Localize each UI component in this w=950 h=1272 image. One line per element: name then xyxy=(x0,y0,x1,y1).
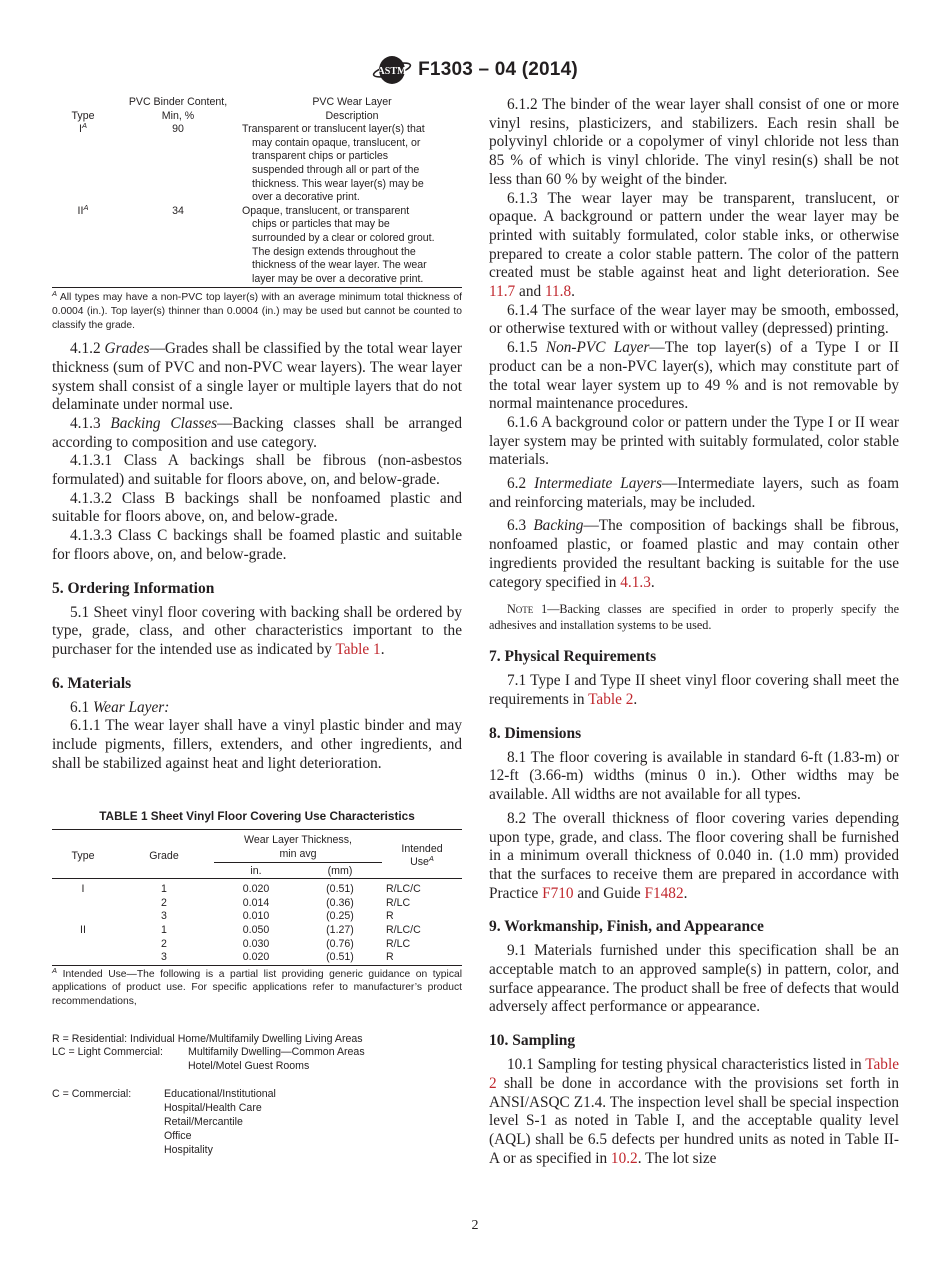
legend-residential: R = Residential: Individual Home/Multifamily Dwelling Living Areas xyxy=(52,1032,363,1045)
header-use-1: Intended xyxy=(401,842,443,855)
para-10-1: 10.1 Sampling for testing physical characteristics listed in Table 2 shall be done in accordance with the provisions set forth in ANSI/ASQC Z1.4. The inspection level shall be special inspection level S-1 as noted in Table I, and the acceptable quality level (AQL) shall be 6.5 defects per hundred units as noted in Table II-A or as specified in 10.2. The lot size xyxy=(489,1056,899,1167)
para-4-1-3-1: 4.1.3.1 Class A backings shall be fibrous (non-asbestos formulated) and suitable for floors above, on, and below-grade. xyxy=(52,452,462,489)
section-7-heading: 7. Physical Requirements xyxy=(489,648,657,666)
table-row: I 1 0.020 (0.51) R/LC/C xyxy=(81,883,421,896)
section-8-heading: 8. Dimensions xyxy=(489,724,582,742)
description-line: over a decorative print. xyxy=(252,191,360,204)
page-number: 2 xyxy=(471,1218,479,1233)
para-6-1-2: 6.1.2 The binder of the wear layer shall consist of one or more vinyl resins, plasticizers, and stabilizers. Each resin shall be polyvinyl chloride or a copolymer of vinyl chloride not less than 85 % of which is vinyl chloride. The vinyl resin(s) shall be not less than 60 % by weight of the binder. xyxy=(489,96,899,188)
para-6-1-1: 6.1.1 The wear layer shall have a vinyl plastic binder and may include pigments, fillers, extenders, and other ingredients, and shall be stabilized against heat and light deterioration. xyxy=(52,717,462,772)
table-row: 2 0.014 (0.36) R/LC xyxy=(161,896,411,909)
para-8-2: 8.2 The overall thickness of floor covering varies depending upon type, grade, and class. The floor covering shall be furnished in a minimum overall thickness of 0.040 in. (1.0 mm) provided that the surfaces to receive them are prepared in accordance with Practice F710 and Guide F1482. xyxy=(489,809,899,902)
document-designation: F1303 – 04 (2014) xyxy=(418,59,578,80)
para-4-1-2: 4.1.2 Grades—Grades shall be classified by the total wear layer thickness (sum of PVC and non-PVC wear layers). The wear layer system shall consist of a single layer or multiple layers that do not delaminate under normal use. xyxy=(52,340,463,414)
wear-layer-type-table xyxy=(52,96,462,332)
binder-value: 34 xyxy=(172,204,184,217)
description-line: Transparent or translucent layer(s) that xyxy=(242,123,425,136)
section-11-7-link[interactable]: 11.7 xyxy=(489,283,516,301)
header-binder-1: PVC Binder Content, xyxy=(128,96,228,108)
para-4-1-3: 4.1.3 Backing Classes—Backing classes shall be arranged according to composition and use category. xyxy=(52,414,462,451)
type-table-footnote: $^A$ All types may have a non-PVC top layer(s) with an average minimum total thickness of 0.0004 (in.). Top layer(s) thinner than 0.0004 (in.) may be used but cannot be counted to classify the grade. xyxy=(52,289,462,331)
description-line: The design extends throughout the xyxy=(252,245,416,258)
section-10-heading: 10. Sampling xyxy=(489,1032,576,1050)
header-type: Type xyxy=(71,109,95,122)
para-6-3: 6.3 Backing—The composition of backings shall be fibrous, nonfoamed plastic, or foamed plastic and may contain other ingredients provided the resultant backing is suitable for the use category specified in 4.1.3. xyxy=(489,517,899,591)
type-table-header xyxy=(52,96,462,123)
header-mm: (mm) xyxy=(327,864,353,877)
table-row: 3 0.020 (0.51) R xyxy=(161,951,394,964)
legend-light-commercial: LC = Light Commercial: Multifamily Dwelling—Common Areas Hotel/Motel Guest Rooms xyxy=(52,1046,365,1073)
table-rule xyxy=(52,287,462,288)
table-1-header: Type Grade Wear Layer Thickness, min avg Intended Use$^A$ xyxy=(52,834,462,862)
description-line: chips or particles that may be xyxy=(252,218,390,231)
astm-logo-icon xyxy=(372,54,412,86)
table-1 xyxy=(52,829,462,967)
description-line: suspended through all or part of the xyxy=(252,163,420,176)
description-line: surrounded by a clear or colored grout. xyxy=(252,231,435,244)
table-2-link[interactable]: Table 2 xyxy=(588,690,634,708)
header-grade: Grade xyxy=(149,849,179,862)
header-in: in. xyxy=(250,864,262,877)
para-4-1-3-3: 4.1.3.3 Class C backings shall be foamed plastic and suitable for floors above, on, and below-grade. xyxy=(52,527,462,563)
para-9-1: 9.1 Materials furnished under this specification shall be an acceptable match to an approved sample(s) in pattern, color, and surface appearance. The product shall be free of defects that would adversely affect performance or appearance. xyxy=(489,942,899,1016)
f710-link[interactable]: F710 xyxy=(542,884,574,902)
para-7-1: 7.1 Type I and Type II sheet vinyl floor covering shall meet the requirements in Table 2. xyxy=(489,672,899,708)
header-desc-2: Description xyxy=(325,109,379,122)
description-line: thickness of the wear layer. The wear xyxy=(252,259,427,272)
table-row: II 1 0.050 (1.27) R/LC/C xyxy=(80,924,421,937)
section-9-heading: 9. Workmanship, Finish, and Appearance xyxy=(489,918,764,936)
para-6-1-6: 6.1.6 A background color or pattern under the Type I or II wear layer system may be printed with suitably formulated, color stable materials. xyxy=(489,413,899,469)
section-4-1-3-link[interactable]: 4.1.3 xyxy=(620,573,651,591)
section-10-2-link[interactable]: 10.2 xyxy=(610,1149,638,1167)
header-thickness-2: min avg xyxy=(279,848,317,861)
para-6-1-4: 6.1.4 The surface of the wear layer may be smooth, embossed, or otherwise textured with or without valley (depressed) printing. xyxy=(489,301,899,338)
description-line: may contain opaque, translucent, or xyxy=(252,136,421,149)
binder-value: 90 xyxy=(172,123,184,136)
header-type: Type xyxy=(71,849,95,862)
description-line: transparent chips or particles xyxy=(252,150,389,163)
legend-commercial: C = Commercial: Educational/Institutional Hospital/Health Care Retail/Mercantile Office Hospitality xyxy=(52,1088,276,1156)
para-6-1-3: 6.1.3 The wear layer may be transparent, translucent, or opaque. A background or pattern under the wear layer may be printed with suitably formulated, color stable inks, or otherwise prepared to create a color stable pattern. The color of the pattern created must be stable against heat and light deterioration. See 11.7 and 11.8. xyxy=(489,189,899,301)
footnote-mark: A xyxy=(83,202,89,212)
right-column xyxy=(489,96,899,1168)
table-1-footnote: $^A$ Intended Use—The following is a partial list providing generic guidance on typical applications of product use. For specific applications refer to manufacturer’s product recommendations, xyxy=(52,965,462,1007)
header-binder-2: Min, % xyxy=(161,109,195,122)
svg-text:ASTM: ASTM xyxy=(377,66,407,77)
table-row: 2 0.030 (0.76) R/LC xyxy=(161,937,411,950)
section-5-heading: 5. Ordering Information xyxy=(52,579,215,597)
para-4-1-3-2: 4.1.3.2 Class B backings shall be nonfoamed plastic and suitable for floors above, on, and below-grade. xyxy=(52,489,462,526)
table-row xyxy=(52,202,462,287)
note-1: Note 1—Backing classes are specified in order to properly specify the adhesives and installation systems to be used. xyxy=(489,602,900,632)
header-thickness-1: Wear Layer Thickness, xyxy=(244,834,352,847)
page-header xyxy=(0,54,950,86)
header-use-2: Use xyxy=(410,856,429,869)
table-1-title: TABLE 1 Sheet Vinyl Floor Covering Use Characteristics xyxy=(99,809,415,824)
f1482-link[interactable]: F1482 xyxy=(644,884,684,902)
header-desc-1: PVC Wear Layer xyxy=(312,96,392,108)
section-11-8-link[interactable]: 11.8 xyxy=(544,283,572,301)
table-1-link[interactable]: Table 1 xyxy=(335,640,381,658)
para-8-1: 8.1 The floor covering is available in standard 6-ft (1.83-m) or 12-ft (3.66-m) widths (minus 0 in.). Other widths may be available. All widths are not available for all types. xyxy=(489,748,899,804)
description-line: Opaque, translucent, or transparent xyxy=(242,204,410,217)
table-row: 3 0.010 (0.25) R xyxy=(161,910,394,923)
left-column xyxy=(52,96,462,1158)
section-6-heading: 6. Materials xyxy=(52,674,132,692)
table-row xyxy=(52,123,462,205)
footnote-mark: A xyxy=(81,121,87,131)
para-6-1: 6.1 Wear Layer: xyxy=(70,698,170,716)
type-value: II xyxy=(77,204,84,217)
type-value: I xyxy=(79,123,82,136)
table-2-link[interactable]: Table 2 xyxy=(489,1056,899,1092)
para-6-1-5: 6.1.5 Non-PVC Layer—The top layer(s) of a Type I or II product can be a non-PVC layer(s), which may constitute part of the total wear layer system up to 49 % and is not removable by normal maintenance procedures. xyxy=(489,339,899,413)
description-line: layer may be over a decorative print. xyxy=(252,272,424,285)
para-6-2: 6.2 Intermediate Layers—Intermediate layers, such as foam and reinforcing materials, may be included. xyxy=(489,475,899,511)
description-line: thickness. This wear layer(s) may be xyxy=(252,177,424,190)
para-5-1: 5.1 Sheet vinyl floor covering with backing shall be ordered by type, grade, class, and other characteristics important to the purchaser for the intended use as indicated by Table 1. xyxy=(52,603,462,658)
use-legend xyxy=(52,1033,462,1158)
